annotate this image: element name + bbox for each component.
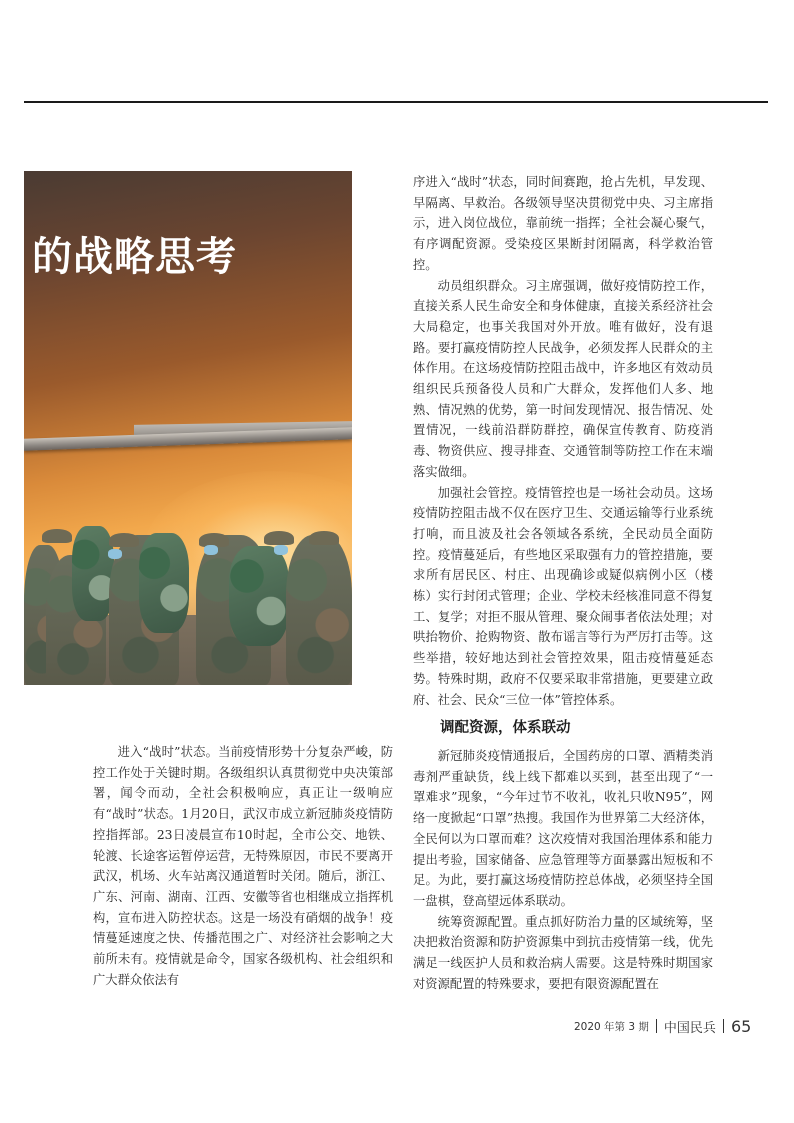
article-title-fragment: 的战略思考 <box>32 234 237 280</box>
right-column-top <box>413 172 713 710</box>
article-photo <box>24 171 352 685</box>
paragraph: 加强社会管控。疫情管控也是一场社会动员。这场疫情防控阻击战不仅在医疗卫生、交通运输等行业系统打响，而且波及社会各领域各系统，全民动员全面防控。疫情蔓延后，有些地区采取强有力的管控措施，要求所有居民区、村庄、出现确诊或疑似病例小区（楼栋）实行封闭式管理；企业、学校未经核准同意不得复工、复学；对拒不服从管理、聚众闹事者依法处理；对哄抬物价、抢购物资、散布谣言等行为严厉打击等。这些举措，较好地达到社会管控效果，阻击疫情蔓延态势。特殊时期，政府不仅要采取非常措施，更要建立政府、社会、民众“三位一体”管控体系。 <box>413 485 713 707</box>
paragraph: 动员组织群众。习主席强调，做好疫情防控工作，直接关系人民生命安全和身体健康，直接关系经济社会大局稳定，也事关我国对外开放。唯有做好，没有退路。要打赢疫情防控人民战争，必须发挥人民群众的主体作用。在这场疫情防控阻击战中，许多地区有效动员组织民兵预备役人员和广大群众，发挥他们人多、地熟、情况熟的优势，第一时间发现情况、报告情况、处置情况，一线前沿群防群控，确保宣传教育、防疫消毒、物资供应、搜寻排查、交通管制等防控工作在末端落实做细。 <box>413 278 713 479</box>
photo-backpack <box>72 526 114 621</box>
paragraph: 新冠肺炎疫情通报后，全国药房的口罩、酒精类消毒剂严重缺货，线上线下都难以买到，甚至出现了“一罩难求”现象，“今年过节不收礼，收礼只收N95”，网络一度掀起“口罩”热搜。我国作为世界第二大经济体，全民何以为口罩而难？这次疫情对我国治理体系和能力提出考验，国家储备、应急管理等方面暴露出短板和不足。为此，要打赢这场疫情防控总体战，必须坚持全国一盘棋，登高望远体系联动。 <box>413 749 713 908</box>
photo-backpack <box>139 533 189 633</box>
photo-soldier <box>286 535 352 685</box>
paragraph: 进入“战时”状态。当前疫情形势十分复杂严峻，防控工作处于关键时期。各级组织认真贯彻党中央决策部署，闻令而动，全社会积极响应，真正让一级响应有“战时”状态。1月20日，武汉市成立新冠肺炎疫情防控指挥部。23日凌晨宣布10时起，全市公交、地铁、轮渡、长途客运暂停运营，无特殊原因，市民不要离开武汉，机场、火车站离汉通道暂时关闭。随后，浙江、广东、河南、湖南、江西、安徽等省也相继成立指挥机构，宣布进入防控状态。这是一场没有硝烟的战争！疫情蔓延速度之快、传播范围之广、对经济社会影响之大前所未有。疫情就是命令，国家各级机构、社会组织和广大群众依法有 <box>93 745 393 987</box>
photo-mask <box>274 545 288 555</box>
photo-cap <box>264 531 294 545</box>
magazine-name: 中国民兵 <box>663 1020 716 1036</box>
right-column-bottom <box>413 746 713 994</box>
photo-mask <box>108 549 122 559</box>
section-heading: 调配资源，体系联动 <box>440 720 571 736</box>
page-footer <box>574 1016 751 1036</box>
paragraph: 统筹资源配置。重点抓好防治力量的区域统筹，坚决把救治资源和防护资源集中到抗击疫情第一线，优先满足一线医护人员和救治病人需要。这是特殊时期国家对资源配置的特殊要求，要把有限资源配置在 <box>413 914 713 991</box>
paragraph: 序进入“战时”状态，同时间赛跑，抢占先机，早发现、早隔离、早救治。各级领导坚决贯彻党中央、习主席指示，进入岗位战位，靠前统一指挥；全社会凝心聚气，有序调配资源。受染疫区果断封闭隔离，科学救治管控。 <box>413 175 713 272</box>
photo-cap <box>309 531 339 545</box>
photo-cap <box>42 529 72 543</box>
photo-mask <box>204 545 218 555</box>
issue-label: 2020 年第 3 期 <box>574 1020 649 1033</box>
left-column <box>93 742 393 990</box>
photo-cap <box>109 533 139 547</box>
footer-divider <box>723 1019 724 1033</box>
photo-backpack <box>229 546 289 646</box>
footer-divider <box>656 1019 657 1033</box>
page-number: 65 <box>730 1016 752 1036</box>
header-rule <box>24 101 768 103</box>
